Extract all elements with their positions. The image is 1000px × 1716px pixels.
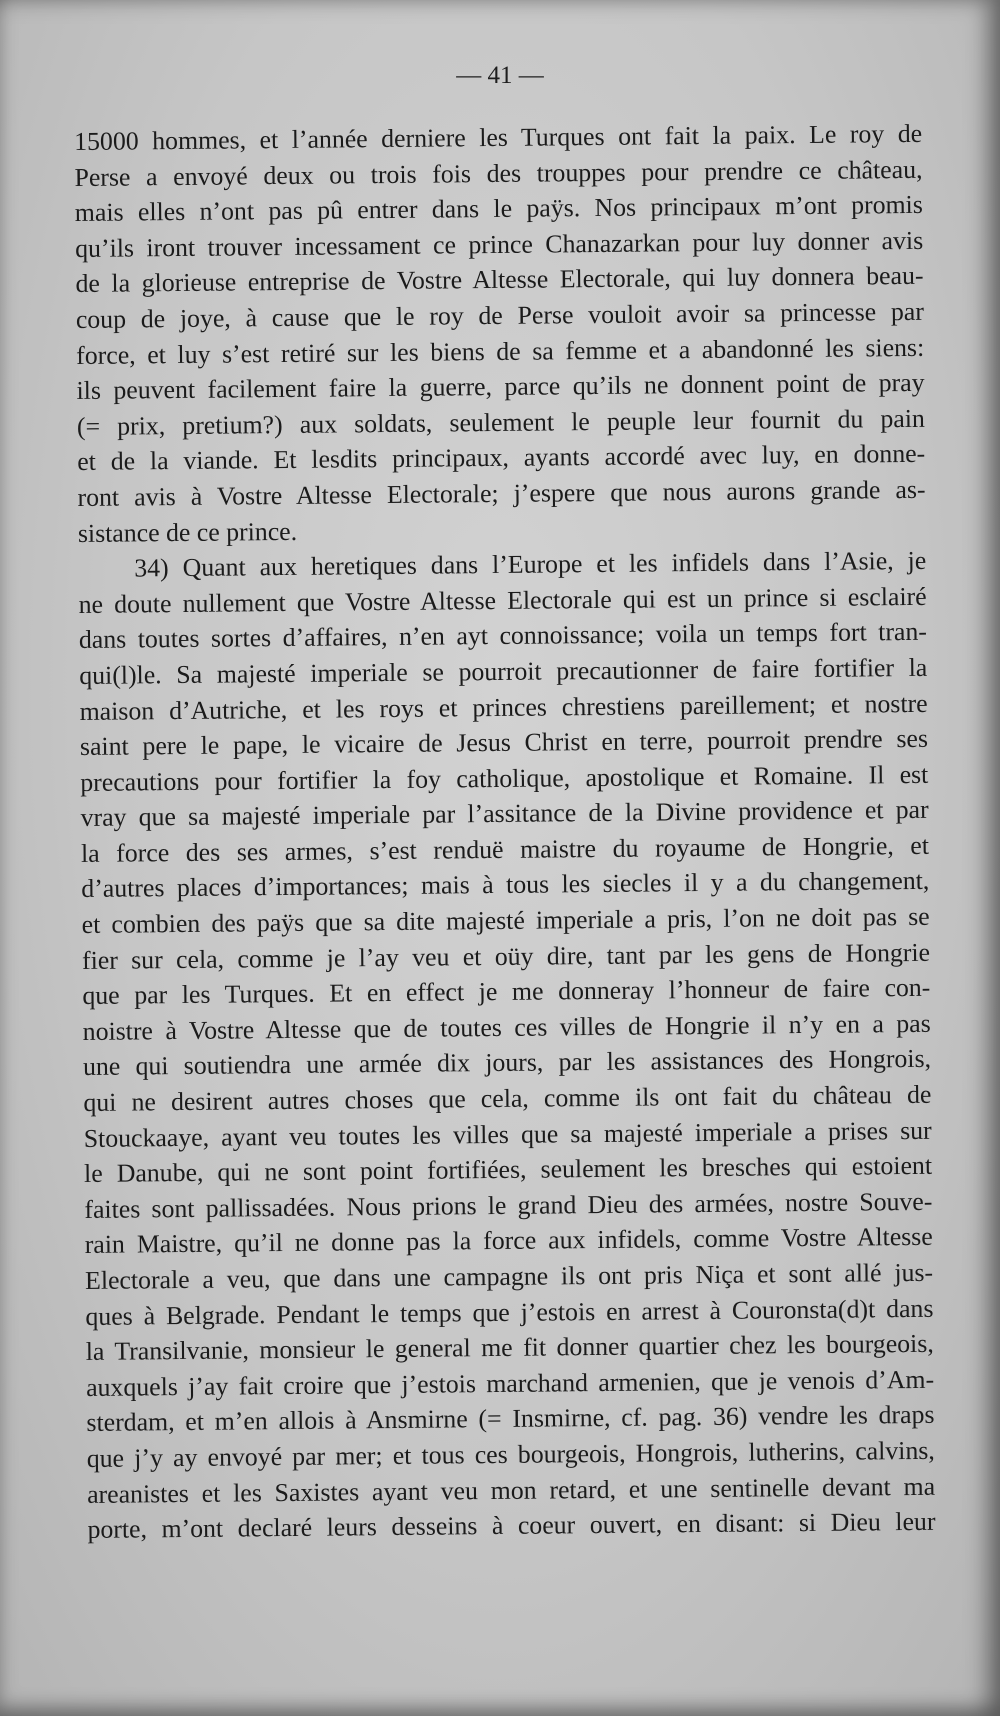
text-line: sistance de ce prince. <box>77 516 298 548</box>
text-line: Stouckaaye, ayant veu toutes les villes que sa majesté imperiale a prises sur <box>83 1115 932 1153</box>
text-line: qu’ils iront trouver incessament ce prince Chanazarkan pour luy donner avis <box>75 225 924 263</box>
text-line: ront avis à Vostre Altesse Electorale; j’espere que nous aurons grande as- <box>77 474 926 512</box>
text-line: qui ne desirent autres choses que cela, comme ils ont fait du château de <box>83 1079 932 1117</box>
text-line: force, et luy s’est retiré sur les biens de sa femme et a abandonné les siens: <box>76 332 925 370</box>
page-number: — 41 — <box>456 62 544 89</box>
text-line: porte, m’ont declaré leurs desseins à coeur ouvert, en disant: si Dieu leur <box>87 1506 936 1545</box>
text-line: vray que sa majesté imperiale par l’assitance de la Divine providence et par <box>80 795 929 833</box>
text-line: ques à Belgrade. Pendant le temps que j’estois en arrest à Couronsta(d)t dans <box>85 1293 934 1331</box>
text-line: et de la viande. Et lesdits principaux, ayants accordé avec luy, en donne- <box>77 439 926 477</box>
text-line: une qui soutiendra une armée dix jours, par les assistances des Hongrois, <box>82 1044 932 1082</box>
text-line: fier sur cela, comme je l’ay veu et oüy dire, tant par les gens de Hongrie <box>81 937 931 975</box>
text-line: maison d’Autriche, et les roys et princes chrestiens pareillement; et nostre <box>79 688 928 726</box>
text-line: dans toutes sortes d’affaires, n’en ayt connoissance; voila un temps fort tran- <box>78 617 928 655</box>
text-line: que par les Turques. Et en effect je me donneray l’honneur de faire con- <box>82 973 931 1011</box>
text-line: 15000 hommes, et l’année derniere les Turques ont fait la paix. Le roy de <box>74 118 923 156</box>
text-line: Electorale a veu, que dans une campagne ils ont pris Niça et sont allé jus- <box>84 1257 934 1295</box>
text-line: areanistes et les Saxistes ayant veu mon retard, et une sentinelle devant ma <box>87 1471 936 1509</box>
text-line: precautions pour fortifier la foy catholique, apostolique et Romaine. Il est <box>80 759 929 797</box>
text-line: d’autres places d’importances; mais à tous les siecles il y a du changement, <box>81 866 930 904</box>
text-line: le Danube, qui ne sont point fortifiées, seulement les bresches qui estoient <box>83 1151 933 1189</box>
text-line: faites sont pallissadées. Nous prions le grand Dieu des armées, nostre Souve- <box>84 1186 933 1224</box>
text-line: sterdam, et m’en allois à Ansmirne (= Insmirne, cf. pag. 36) vendre les draps <box>86 1400 935 1438</box>
text-line: la force des ses armes, s’est renduë maistre du royaume de Hongrie, et <box>80 830 930 868</box>
text-line: rain Maistre, qu’il ne donne pas la force aux infidels, comme Vostre Altesse <box>84 1222 933 1260</box>
text-line: noistre à Vostre Altesse que de toutes ces villes de Hongrie il n’y en a pas <box>82 1008 931 1046</box>
text-line: 34) Quant aux heretiques dans l’Europe et les infidels dans l’Asie, je <box>134 545 927 583</box>
text-line: ils peuvent facilement faire la guerre, parce qu’ils ne donnent point de pray <box>76 368 925 406</box>
text-line: auxquels j’ay fait croire que j’estois marchand armenien, que je venois d’Am- <box>85 1364 935 1402</box>
body-text <box>74 116 936 1548</box>
text-line: que j’y ay envoyé par mer; et tous ces bourgeois, Hongrois, lutherins, calvins, <box>86 1435 935 1473</box>
text-line: Perse a envoyé deux ou trois fois des trouppes pour prendre ce château, <box>74 154 923 192</box>
text-line: la Transilvanie, monsieur le general me fit donner quartier chez les bourgeois, <box>85 1328 934 1367</box>
text-line: et combien des paÿs que sa dite majesté imperiale a pris, l’on ne doit pas se <box>81 901 930 940</box>
text-line: ne doute nullement que Vostre Altesse Electorale qui est un prince si esclairé <box>78 581 927 619</box>
text-line: saint pere le pape, le vicaire de Jesus Christ en terre, pourroit prendre ses <box>79 723 929 762</box>
text-line: mais elles n’ont pas pû entrer dans le paÿs. Nos principaux m’ont promis <box>74 190 923 228</box>
text-line: qui(l)le. Sa majesté imperiale se pourroit precautionner de faire fortifier la <box>79 652 928 690</box>
text-line: (= prix, pretium?) aux soldats, seulement le peuple leur fournit du pain <box>76 403 926 441</box>
text-line: coup de joye, à cause que le roy de Perse vouloit avoir sa princesse par <box>75 296 924 334</box>
text-line: de la glorieuse entreprise de Vostre Altesse Electorale, qui luy donnera beau- <box>75 261 924 299</box>
